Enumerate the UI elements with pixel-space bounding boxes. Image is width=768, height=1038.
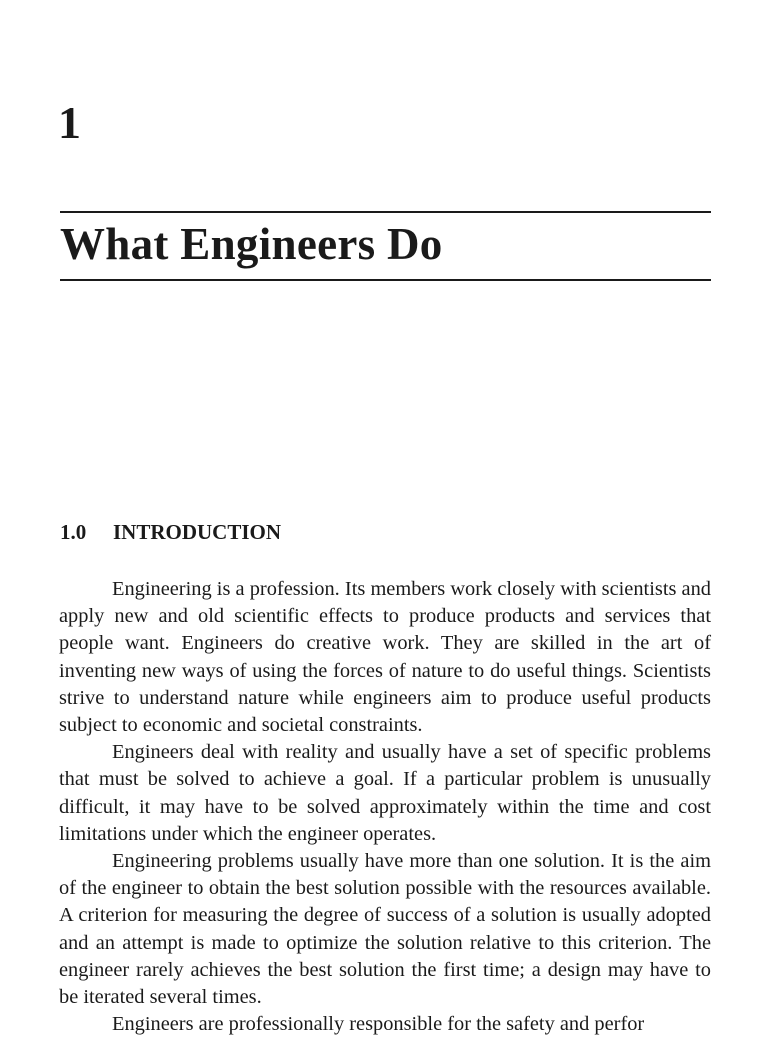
section-number: 1.0 — [60, 520, 87, 544]
title-top-rule — [60, 211, 711, 213]
section-heading — [60, 520, 281, 545]
paragraph: Engineering problems usually have more than one solution. It is the aim of the engineer to obtain the best solution possible with the resources available. A criterion for measuring the degree of success of a solution is usually adopted and an attempt is made to optimize the solution relative to this criterion. The engineer rarely achieves the best solution the first time; a design may have to be iterated several times. — [59, 850, 711, 1009]
paragraph: Engineers are professionally responsible for the safety and perfor — [112, 1013, 645, 1036]
chapter-title: What Engineers Do — [60, 219, 443, 269]
paragraph: Engineers deal with reality and usually have a set of specific problems that must be solved to achieve a goal. If a particular problem is unusually difficult, it may have to be solved approximately within the time and cost limitations under which the engineer operates. — [59, 741, 711, 845]
section-title: INTRODUCTION — [113, 520, 282, 544]
chapter-number: 1 — [58, 97, 81, 148]
body-text — [59, 576, 711, 1038]
title-bottom-rule — [60, 279, 711, 281]
paragraph: Engineering is a profession. Its members work closely with scientists and apply new and old scientific effects to produce products and services that people want. Engineers do creative work. They are skilled in the art of inventing new ways of using the forces of nature to do useful things. Scientists strive to understand nature while engineers aim to produce useful products subject to economic and societal constraints. — [59, 578, 711, 737]
